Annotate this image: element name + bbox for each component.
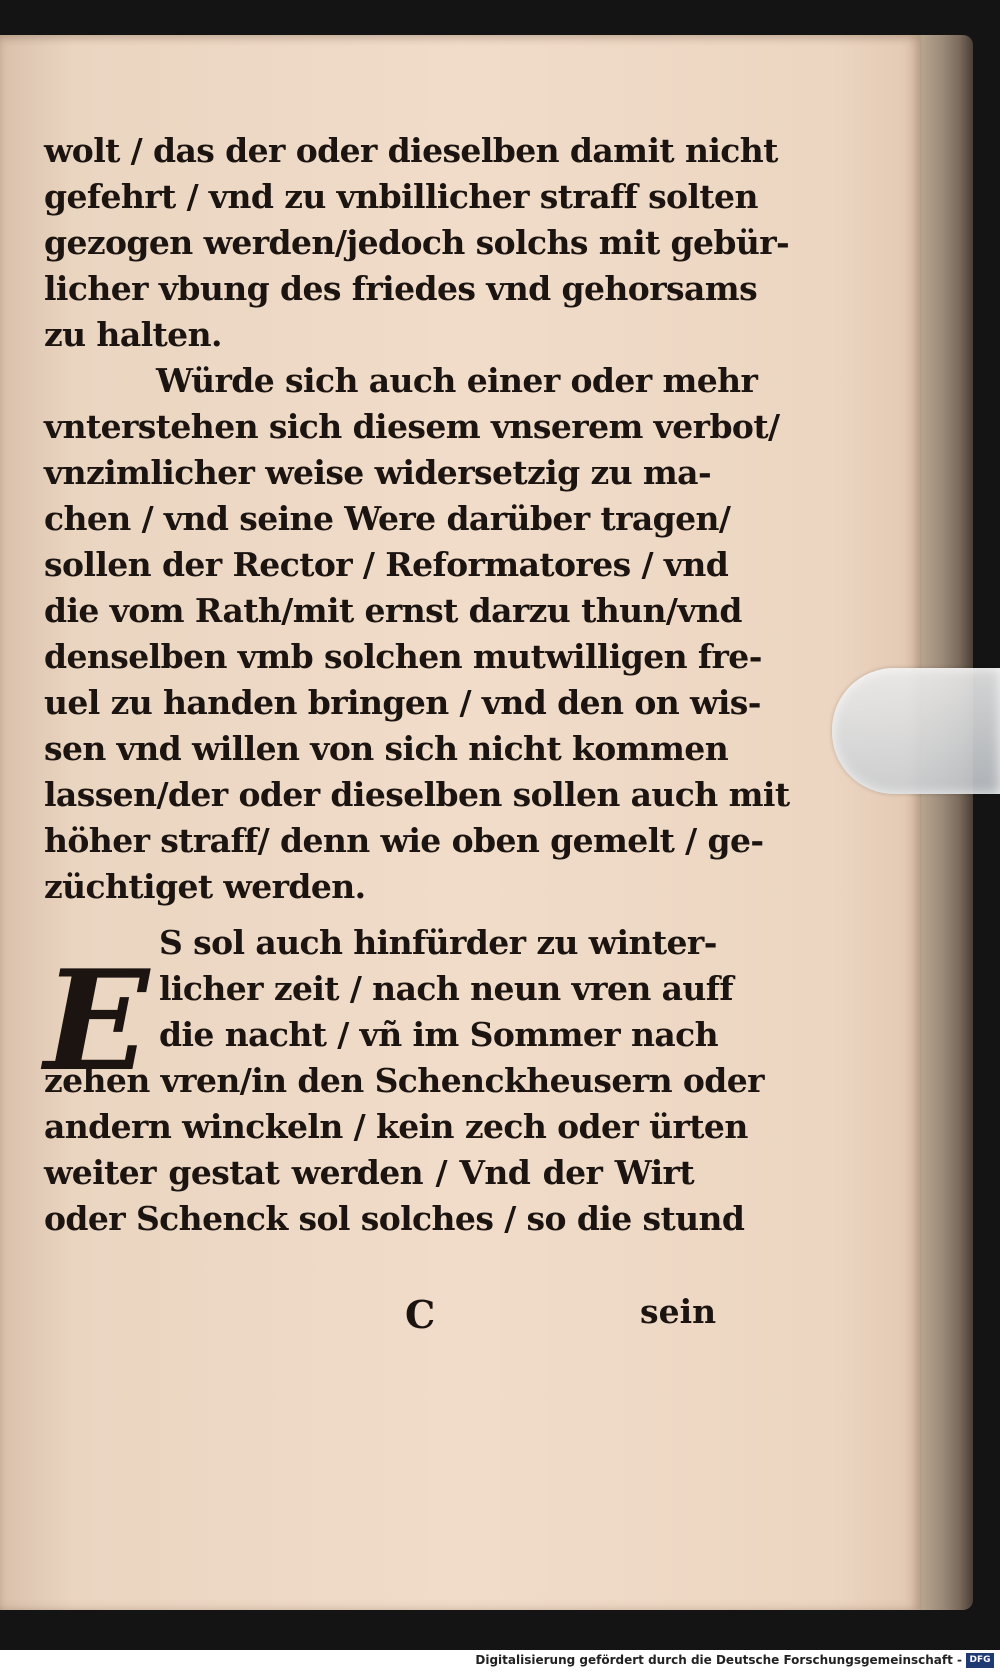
text-line: licher vbung des friedes vnd gehorsams	[44, 269, 758, 308]
text-line: lassen/der oder dieselben sollen auch mit	[44, 775, 790, 814]
text-line: denselben vmb solchen mutwilligen fre-	[44, 637, 762, 676]
text-line: zu halten.	[44, 315, 222, 354]
text-line: gefehrt / vnd zu vnbillicher straff solten	[44, 177, 758, 216]
text-line: gezogen werden/jedoch solchs mit gebür-	[44, 223, 790, 262]
text-line: sollen der Rector / Reformatores / vnd	[44, 545, 729, 584]
text-line: uel zu handen bringen / vnd den on wis-	[44, 683, 761, 722]
text-line-dropcap: S sol auch hinfürder zu winter-	[159, 923, 717, 962]
text-line: weiter gestat werden / Vnd der Wirt	[44, 1153, 694, 1192]
signature-mark: C	[405, 1292, 436, 1337]
text-line: züchtiget werden.	[44, 867, 366, 906]
funding-credit: Digitalisierung gefördert durch die Deutsche Forschungsgemeinschaft -	[475, 1653, 962, 1667]
text-line: sen vnd willen von sich nicht kommen	[44, 729, 729, 768]
text-line: vnzimlicher weise widersetzig zu ma-	[44, 453, 712, 492]
text-line: höher straff/ denn wie oben gemelt / ge-	[44, 821, 764, 860]
text-line-dropcap: die nacht / vñ im Sommer nach	[159, 1015, 719, 1054]
text-line: andern winckeln / kein zech oder ürten	[44, 1107, 748, 1146]
text-line-paragraph-start: Würde sich auch einer oder mehr	[156, 361, 758, 400]
text-line: zehen vren/in den Schenckheusern oder	[44, 1061, 764, 1100]
text-line: die vom Rath/mit ernst darzu thun/vnd	[44, 591, 742, 630]
page-clip	[832, 668, 1000, 794]
drop-capital: E	[44, 939, 150, 1102]
text-line: oder Schenck sol solches / so die stund	[44, 1199, 745, 1238]
text-line: vnterstehen sich diesem vnserem verbot/	[44, 407, 780, 446]
catchword: sein	[640, 1292, 717, 1331]
text-line: chen / vnd seine Were darüber tragen/	[44, 499, 731, 538]
text-line-dropcap: licher zeit / nach neun vren auff	[159, 969, 733, 1008]
dfg-logo: DFG	[966, 1653, 994, 1668]
text-line: wolt / das der oder dieselben damit nicht	[44, 131, 778, 170]
